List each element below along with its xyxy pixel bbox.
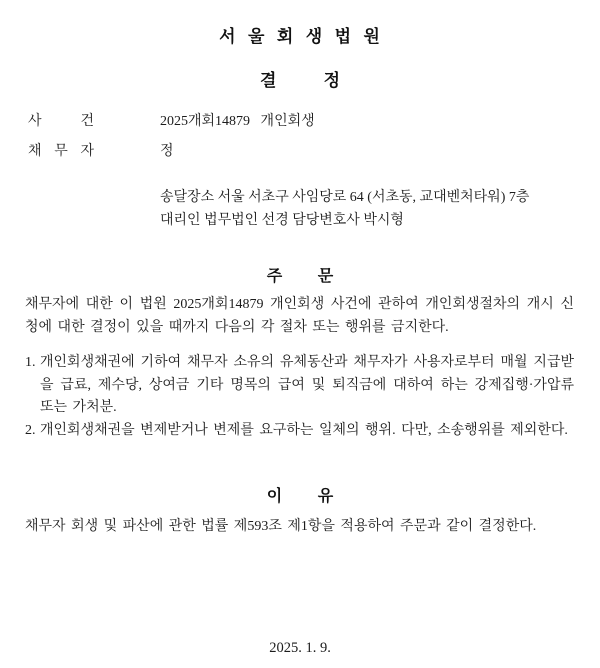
debtor-label: 채 무 자	[28, 144, 94, 159]
attorney-line: 대리인 법무법인 선경 담당변호사 박시형	[160, 213, 404, 228]
reason-section-heading: 이 유	[266, 488, 334, 505]
order-items-list	[25, 352, 574, 442]
decision-date: 2025. 1. 9.	[269, 640, 331, 656]
order-item-1	[25, 352, 574, 420]
debtor-value: 정	[160, 144, 174, 159]
case-number-label: 사 건	[28, 114, 94, 129]
order-item-2	[25, 420, 574, 443]
order-item-2-text: 개인회생채권을 변제받거나 변제를 요구하는 일체의 행위. 다만, 소송행위를 제외한다.	[40, 422, 568, 438]
document-title: 결 정	[259, 71, 341, 90]
order-item-1-text: 개인회생채권에 기하여 채무자 소유의 유체동산과 채무자가 사용자로부터 매월 지급받을 급료, 제수당, 상여금 기타 명목의 급여 및 퇴직금에 대하여 하는 강제집행·가압류 또는 가처분.	[40, 355, 574, 415]
reason-paragraph: 채무자 회생 및 파산에 관한 법률 제593조 제1항을 적용하여 주문과 같이 결정한다.	[25, 519, 537, 534]
service-address: 송달장소 서울 서초구 사임당로 64 (서초동, 교대벤처타워) 7층	[160, 190, 530, 205]
order-item-2-number: 2.	[25, 422, 36, 438]
court-title: 서 울 회 생 법 원	[219, 27, 381, 46]
party-details	[160, 186, 576, 232]
order-item-1-number: 1.	[25, 355, 36, 370]
case-number-row	[0, 110, 600, 132]
debtor-row	[0, 140, 600, 162]
case-number-value: 2025개회14879 개인회생	[160, 114, 315, 129]
order-section-heading: 주 문	[266, 268, 334, 285]
order-intro-paragraph: 채무자에 대한 이 법원 2025개회14879 개인회생 사건에 관하여 개인회생절차의 개시 신청에 대한 결정이 있을 때까지 다음의 각 절차 또는 행위를 금지한다.	[25, 297, 574, 335]
